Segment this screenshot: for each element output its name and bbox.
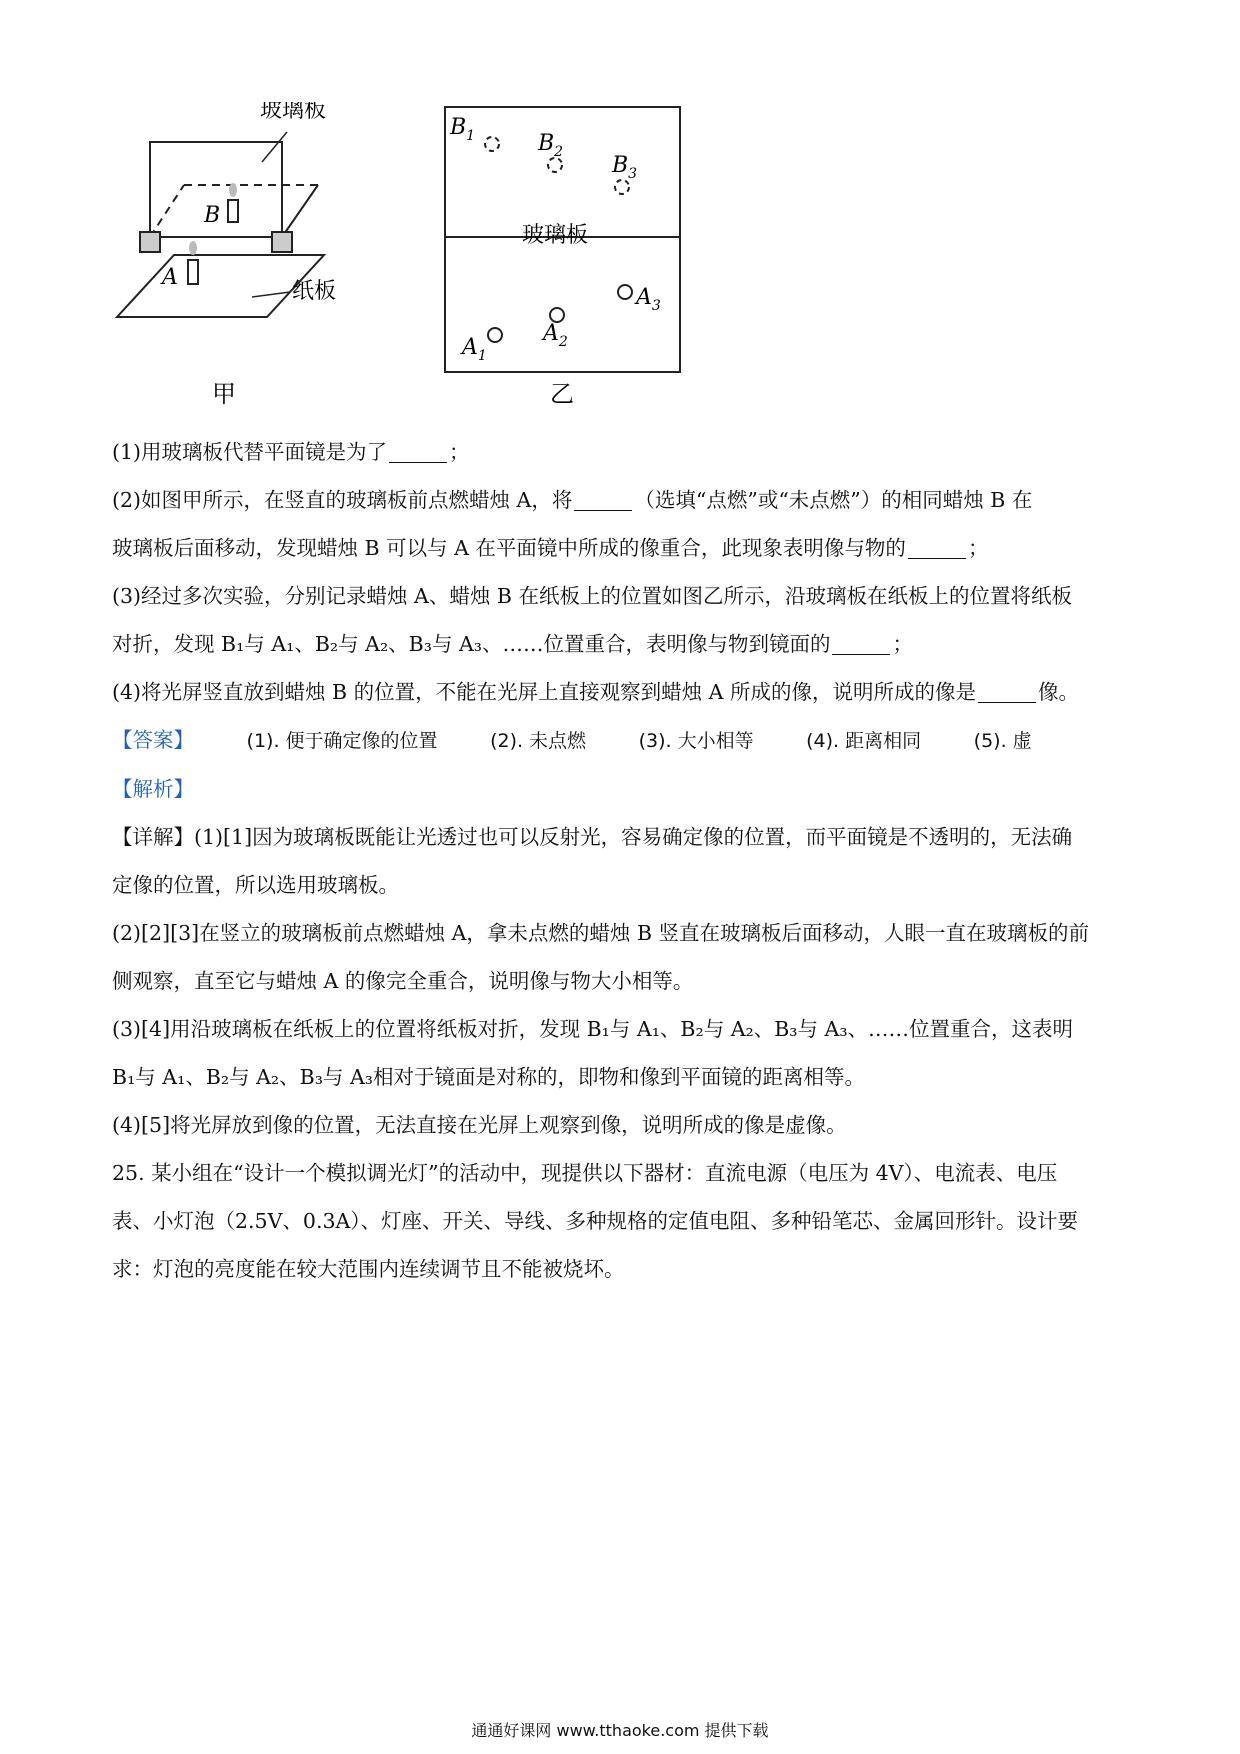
question-2-line-1: (2)如图甲所示，在竖直的玻璃板前点燃蜡烛 A，将 （选填“点燃”或“未点燃”）的相同蜡烛 B 在 xyxy=(112,488,1033,512)
blank-5 xyxy=(978,682,1036,703)
caption-yi: 乙 xyxy=(550,380,574,408)
figure-jia xyxy=(112,102,412,412)
question-4: (4)将光屏竖直放到蜡烛 B 的位置，不能在光屏上直接观察到蜡烛 A 所成的像，说明所成的像是 像。 xyxy=(112,680,1079,704)
label-paper-board: 纸板 xyxy=(292,279,337,304)
figure-yi xyxy=(440,102,690,412)
answer-item: (3). 大小相等 xyxy=(638,730,754,752)
detail-line: (2)[2][3]在竖立的玻璃板前点燃蜡烛 A，拿未点燃的蜡烛 B 竖直在玻璃板后面移动，人眼一直在玻璃板的前 xyxy=(112,921,1090,945)
analysis-label: 【解析】 xyxy=(112,777,194,801)
question-25-line: 求：灯泡的亮度能在较大范围内连续调节且不能被烧坏。 xyxy=(112,1257,625,1281)
detail-line: B₁与 A₁、B₂与 A₂、B₃与 A₃相对于镜面是对称的，即物和像到平面镜的距离相等。 xyxy=(112,1065,865,1089)
label-candle-b: B xyxy=(204,203,221,228)
answer-line xyxy=(112,716,1132,765)
blank-1 xyxy=(389,442,447,463)
question-1: (1)用玻璃板代替平面镜是为了 ； xyxy=(112,440,470,464)
label-a1: $A_1$ xyxy=(462,335,487,364)
label-a2: $A_2$ xyxy=(543,321,568,350)
label-glass-plate-b: 玻璃板 xyxy=(522,223,589,248)
question-25-line: 表、小灯泡（2.5V、0.3A）、灯座、开关、导线、多种规格的定值电阻、多种铅笔芯、金属回形针。设计要 xyxy=(112,1209,1079,1233)
question-2-line-2: 玻璃板后面移动，发现蜡烛 B 可以与 A 在平面镜中所成的像重合，此现象表明像与物的 ； xyxy=(112,536,989,560)
label-glass-plate: 玻璃板 xyxy=(260,102,327,123)
detail-line: 【详解】(1)[1]因为玻璃板既能让光透过也可以反射光，容易确定像的位置，而平面镜是不透明的，无法确 xyxy=(112,825,1073,849)
label-b3: $B_3$ xyxy=(612,153,638,182)
answer-item: (5). 虚 xyxy=(973,730,1032,752)
answer-item: (4). 距离相同 xyxy=(806,730,922,752)
blank-4 xyxy=(832,634,890,655)
answer-label: 【答案】 xyxy=(112,728,194,752)
document-body xyxy=(112,428,1132,1293)
label-b2: $B_2$ xyxy=(538,131,564,160)
label-b1: $B_1$ xyxy=(450,115,476,144)
question-3-line-2: 对折，发现 B₁与 A₁、B₂与 A₂、B₃与 A₃、……位置重合，表明像与物到镜面的 ； xyxy=(112,632,913,656)
detail-line: (3)[4]用沿玻璃板在纸板上的位置将纸板对折，发现 B₁与 A₁、B₂与 A₂、B₃与 A₃、……位置重合，这表明 xyxy=(112,1017,1074,1041)
detail-line: 定像的位置，所以选用玻璃板。 xyxy=(112,873,399,897)
answer-item: (2). 未点燃 xyxy=(490,730,587,752)
question-25-line: 25. 某小组在“设计一个模拟调光灯”的活动中，现提供以下器材：直流电源（电压为 4V）、电流表、电压 xyxy=(112,1161,1058,1185)
label-a3: $A_3$ xyxy=(636,285,661,314)
caption-jia: 甲 xyxy=(212,380,236,408)
answer-item: (1). 便于确定像的位置 xyxy=(246,730,438,752)
detail-line: (4)[5]将光屏放到像的位置，无法直接在光屏上观察到像，说明所成的像是虚像。 xyxy=(112,1113,847,1137)
question-3-line-1: (3)经过多次实验，分别记录蜡烛 A、蜡烛 B 在纸板上的位置如图乙所示，沿玻璃板在纸板上的位置将纸板 xyxy=(112,584,1072,608)
blank-2 xyxy=(574,490,632,511)
page-footer: 通通好课网 www.tthaoke.com 提供下载 xyxy=(471,1721,769,1740)
detail-line: 侧观察，直至它与蜡烛 A 的像完全重合，说明像与物大小相等。 xyxy=(112,969,694,993)
blank-3 xyxy=(908,538,966,559)
label-candle-a: A xyxy=(162,265,178,290)
